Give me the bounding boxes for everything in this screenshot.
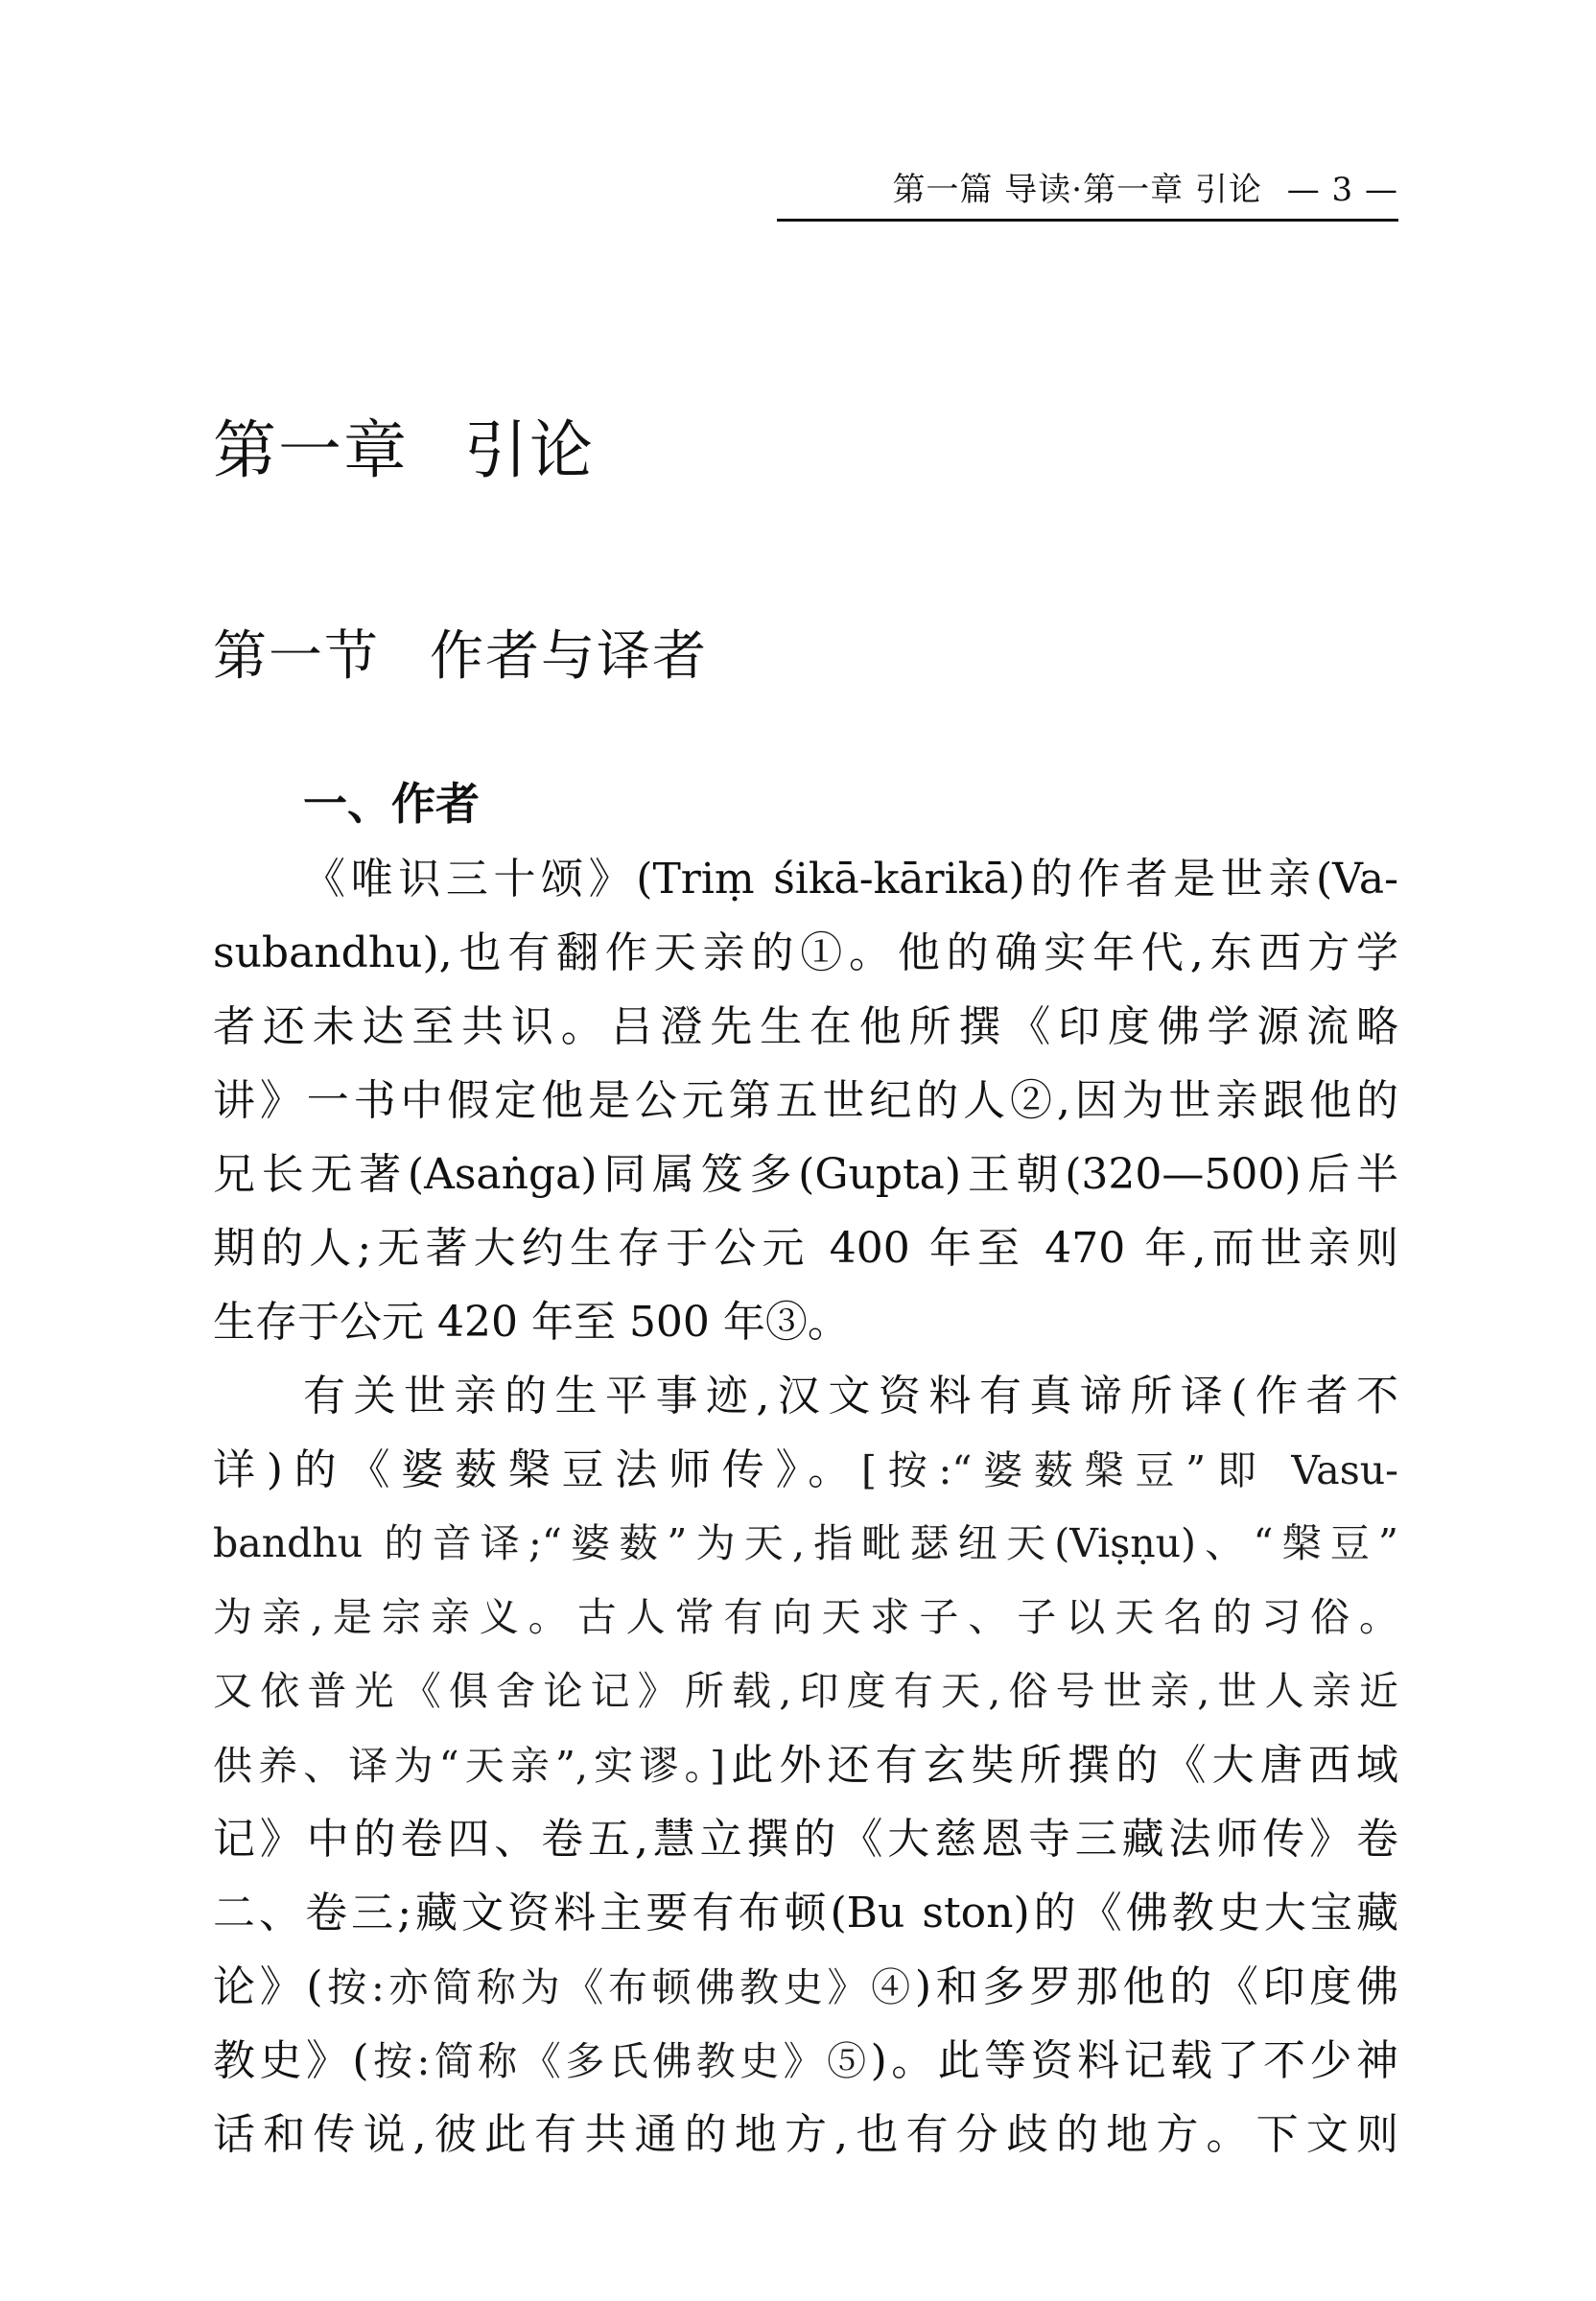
section-number: 第一节 xyxy=(213,625,380,688)
paragraph-line: 话和传说,彼此有共通的地方,也有分歧的地方。下文则 xyxy=(213,2110,1398,2159)
editor-note-line: 又依普光《俱舍论记》所载,印度有天,俗号世亲,世人亲近 xyxy=(213,1668,1398,1714)
paragraph-line xyxy=(213,2024,1398,2098)
paragraph-line: 生存于公元 420 年至 500 年③。 xyxy=(213,1298,850,1347)
paragraph-line: 二、卷三;藏文资料主要有布顿(Bu ston)的《佛教史大宝藏 xyxy=(213,1889,1398,1937)
editor-note: [按:“婆薮槃豆”即 Vasu- xyxy=(861,1447,1398,1493)
paragraph-line: 记》中的卷四、卷五,慧立撰的《大慈恩寺三藏法师传》卷 xyxy=(213,1815,1398,1864)
section-title xyxy=(213,623,708,691)
paragraph-line xyxy=(213,1950,1398,2024)
paragraph-line: 兄长无著(Asaṅga)同属笈多(Gupta)王朝(320—500)后半 xyxy=(213,1150,1398,1199)
running-title: 第一篇 导读·第一章 引论 xyxy=(892,171,1262,209)
editor-note-line: bandhu 的音译;“婆薮”为天,指毗瑟纽天(Viṣṇu)、“槃豆” xyxy=(213,1520,1398,1566)
paragraph-line: 者还未达至共识。吕澄先生在他所撰《印度佛学源流略 xyxy=(213,1002,1398,1051)
editor-note: 供养、译为“天亲”,实谬。] xyxy=(213,1743,726,1789)
main-text: 此外还有玄奘所撰的《大唐西域 xyxy=(725,1741,1398,1790)
section-name: 作者与译者 xyxy=(430,625,708,688)
editor-note: 按:简称《多氏佛教史》⑤ xyxy=(368,2038,871,2084)
running-header xyxy=(777,169,1398,222)
chapter-number: 第一章 xyxy=(213,413,409,487)
main-text: )和多罗那他的《印度佛 xyxy=(914,1962,1398,2011)
subsection-title: 一、作者 xyxy=(303,778,480,830)
paragraph-line: subandhu),也有翻作天亲的①。他的确实年代,东西方学 xyxy=(213,928,1398,977)
paragraph-line: 期的人;无著大约生存于公元 400 年至 470 年,而世亲则 xyxy=(213,1224,1398,1273)
chapter-title xyxy=(213,412,595,489)
editor-note: 按:亦简称为《布顿佛教史》④ xyxy=(322,1964,915,2010)
main-text: 论》( xyxy=(213,1962,323,2011)
paragraph-line: 有关世亲的生平事迹,汉文资料有真谛所译(作者不 xyxy=(303,1372,1398,1421)
main-text: )。此等资料记载了不少神 xyxy=(870,2036,1398,2085)
body-text xyxy=(213,842,1398,2172)
main-text: 教史》( xyxy=(213,2036,369,2085)
paragraph-line: 讲》一书中假定他是公元第五世纪的人②,因为世亲跟他的 xyxy=(213,1076,1398,1125)
paragraph-line: 《唯识三十颂》(Triṃ śikā-kārikā)的作者是世亲(Va- xyxy=(303,855,1398,904)
paragraph-line xyxy=(213,1728,1398,1802)
main-text: 详)的《婆薮槃豆法师传》。 xyxy=(213,1445,862,1494)
chapter-name: 引论 xyxy=(464,413,595,487)
editor-note-line: 为亲,是宗亲义。古人常有向天求子、子以天名的习俗。 xyxy=(213,1594,1398,1640)
paragraph-line xyxy=(213,1433,1398,1507)
page-number: — 3 — xyxy=(1286,171,1398,209)
